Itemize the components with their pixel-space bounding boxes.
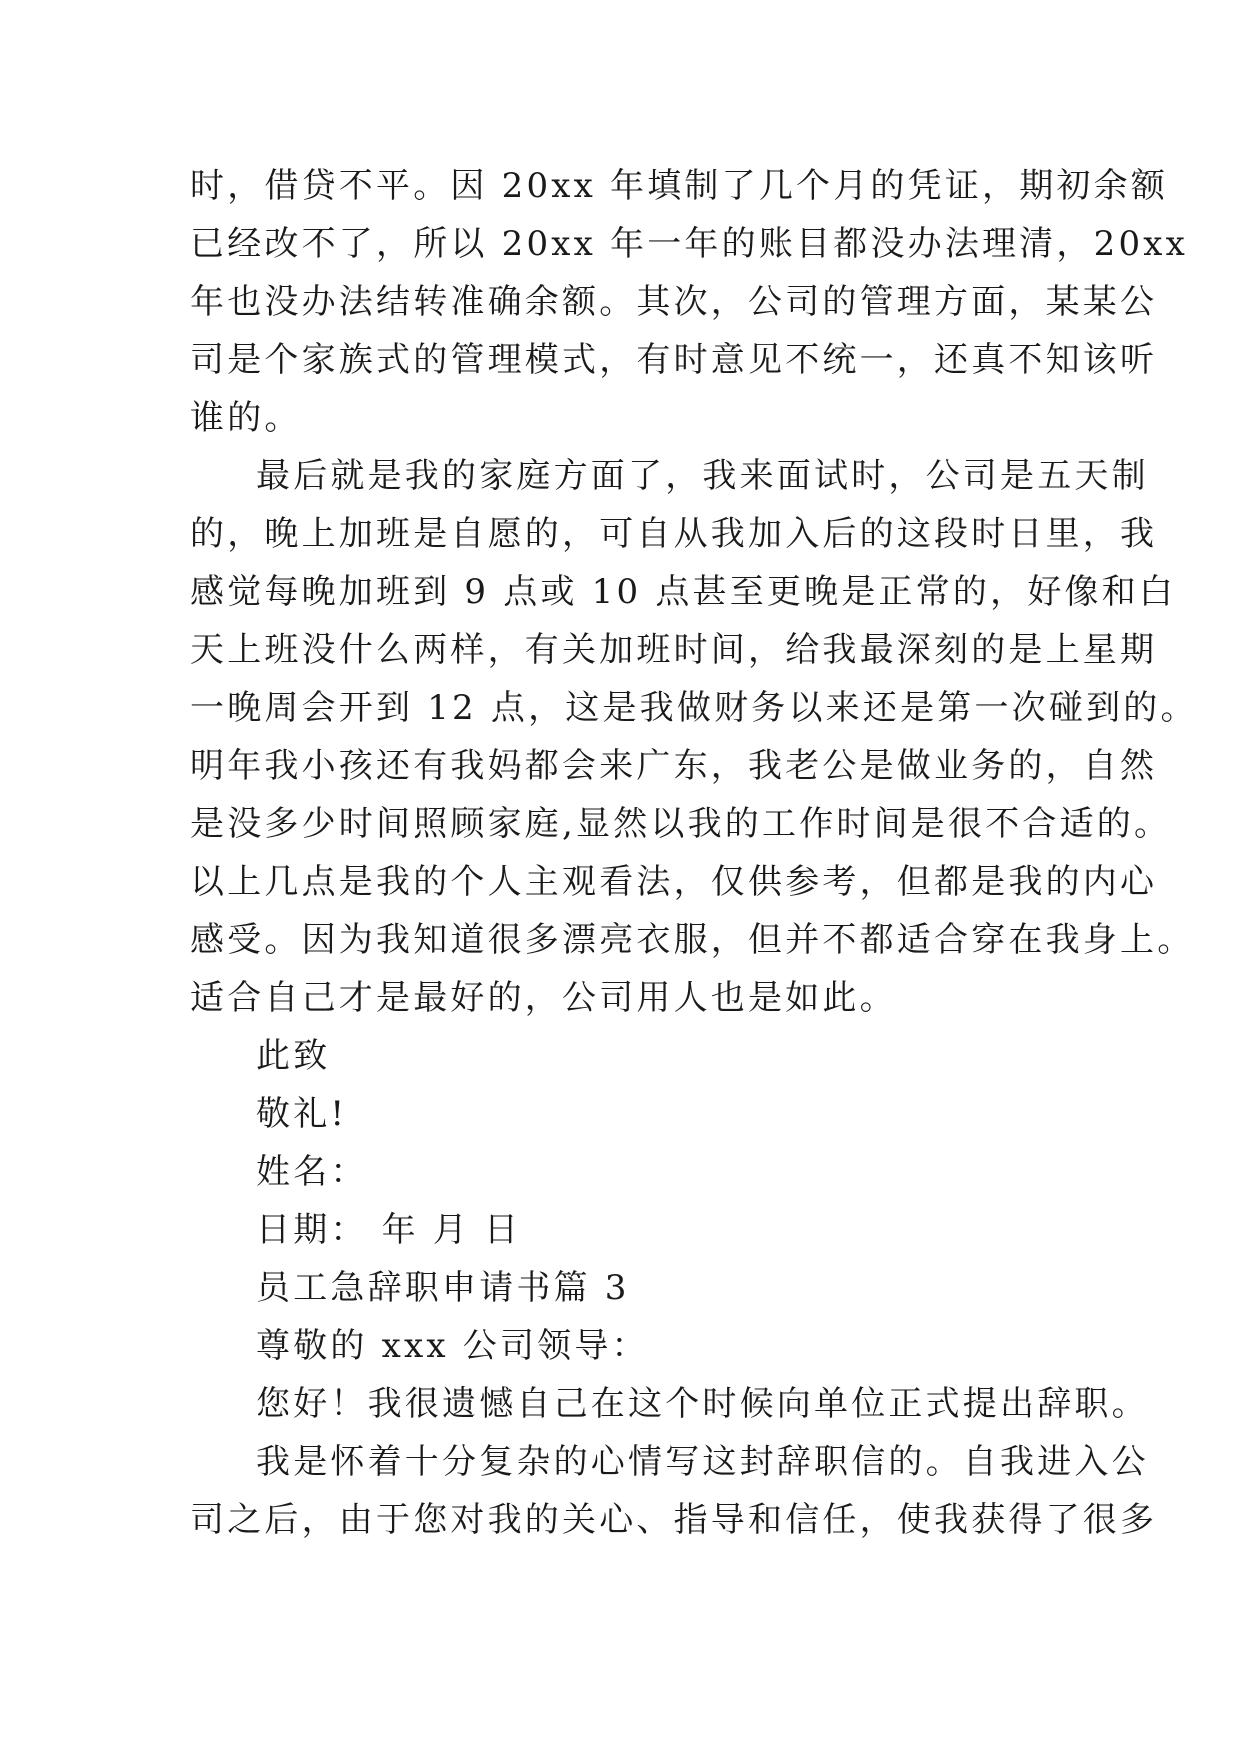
text-line: 谁的。 (190, 398, 302, 438)
paragraph-start: 最后就是我的家庭方面了，我来面试时，公司是五天制 (256, 456, 1149, 496)
closing-salutation: 此致 (256, 1036, 331, 1076)
text-line: 年也没办法结转准确余额。其次，公司的管理方面，某某公 (190, 282, 1158, 322)
text-line: 感受。因为我知道很多漂亮衣服，但并不都适合穿在我身上。 (190, 920, 1195, 960)
text-line: 以上几点是我的个人主观看法，仅供参考，但都是我的内心 (190, 862, 1158, 902)
text-line: 感觉每晚加班到 9 点或 10 点甚至更晚是正常的，好像和白 (190, 572, 1177, 612)
text-line: 明年我小孩还有我妈都会来广东，我老公是做业务的，自然 (190, 746, 1158, 786)
text-line: 时，借贷不平。因 20xx 年填制了几个月的凭证，期初余额 (190, 166, 1169, 206)
name-field-label: 姓名： (256, 1152, 368, 1192)
text-line: 一晚周会开到 12 点，这是我做财务以来还是第一次碰到的。 (190, 688, 1198, 728)
text-line: 已经改不了，所以 20xx 年一年的账目都没办法理清，20xx (190, 224, 1189, 264)
date-field-label: 日期： 年 月 日 (256, 1210, 522, 1250)
text-line: 适合自己才是最好的，公司用人也是如此。 (190, 978, 897, 1018)
paragraph-start: 我是怀着十分复杂的心情写这封辞职信的。自我进入公 (256, 1442, 1149, 1482)
letter-greeting: 尊敬的 xxx 公司领导： (256, 1326, 649, 1366)
closing-regards: 敬礼! (256, 1094, 348, 1134)
paragraph-start: 您好！我很遗憾自己在这个时候向单位正式提出辞职。 (256, 1384, 1149, 1424)
text-line: 是没多少时间照顾家庭,显然以我的工作时间是很不合适的。 (190, 804, 1172, 844)
text-line: 天上班没什么两样，有关加班时间，给我最深刻的是上星期 (190, 630, 1158, 670)
section-heading: 员工急辞职申请书篇 3 (256, 1268, 630, 1308)
text-line: 的，晚上加班是自愿的，可自从我加入后的这段时日里，我 (190, 514, 1158, 554)
text-line: 司是个家族式的管理模式，有时意见不统一，还真不知该听 (190, 340, 1158, 380)
text-line: 司之后，由于您对我的关心、指导和信任，使我获得了很多 (190, 1500, 1158, 1540)
